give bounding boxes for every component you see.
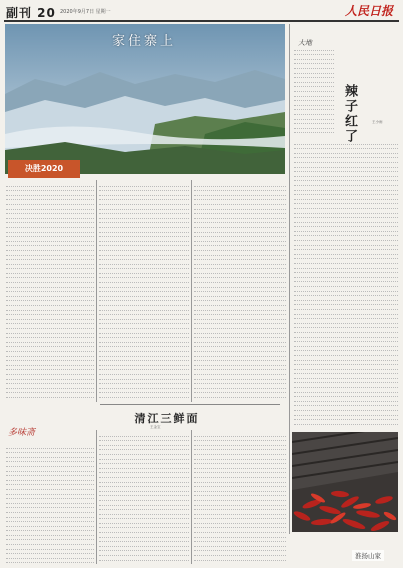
right-column-text bbox=[294, 140, 398, 428]
column-rule bbox=[289, 24, 290, 534]
chili-photo bbox=[292, 432, 398, 532]
middle-article-title: 清江三鲜面 bbox=[134, 412, 200, 425]
column-corner-label: 大地 bbox=[298, 39, 312, 47]
section-label: 副刊 20 bbox=[6, 6, 56, 20]
article-column-1 bbox=[6, 182, 94, 400]
right-article-title: 辣子红了 bbox=[342, 84, 357, 144]
watermark: 淮扬山家 bbox=[352, 550, 384, 561]
column-rule bbox=[191, 430, 192, 564]
right-article-author: 王小雨 bbox=[372, 120, 383, 124]
campaign-badge: 决胜2020 bbox=[8, 160, 80, 178]
bottom-column-1 bbox=[6, 444, 94, 564]
column-rule bbox=[191, 180, 192, 402]
feature-title: 家住寨上 bbox=[111, 34, 176, 49]
column-head: 多味斋 bbox=[8, 428, 36, 438]
newspaper-logo: 人民日报 bbox=[344, 4, 393, 18]
bottom-column-2 bbox=[99, 432, 189, 564]
column-rule bbox=[96, 430, 97, 564]
right-intro-text bbox=[294, 46, 334, 134]
section-rule bbox=[100, 404, 280, 405]
middle-article-author: 王金宝 bbox=[150, 425, 161, 429]
column-rule bbox=[96, 180, 97, 402]
header-rule bbox=[4, 20, 399, 22]
issue-date: 2020年9月7日 星期一 bbox=[60, 9, 111, 15]
bottom-column-3 bbox=[194, 432, 286, 564]
article-column-3 bbox=[194, 182, 286, 400]
article-column-2 bbox=[99, 182, 189, 400]
